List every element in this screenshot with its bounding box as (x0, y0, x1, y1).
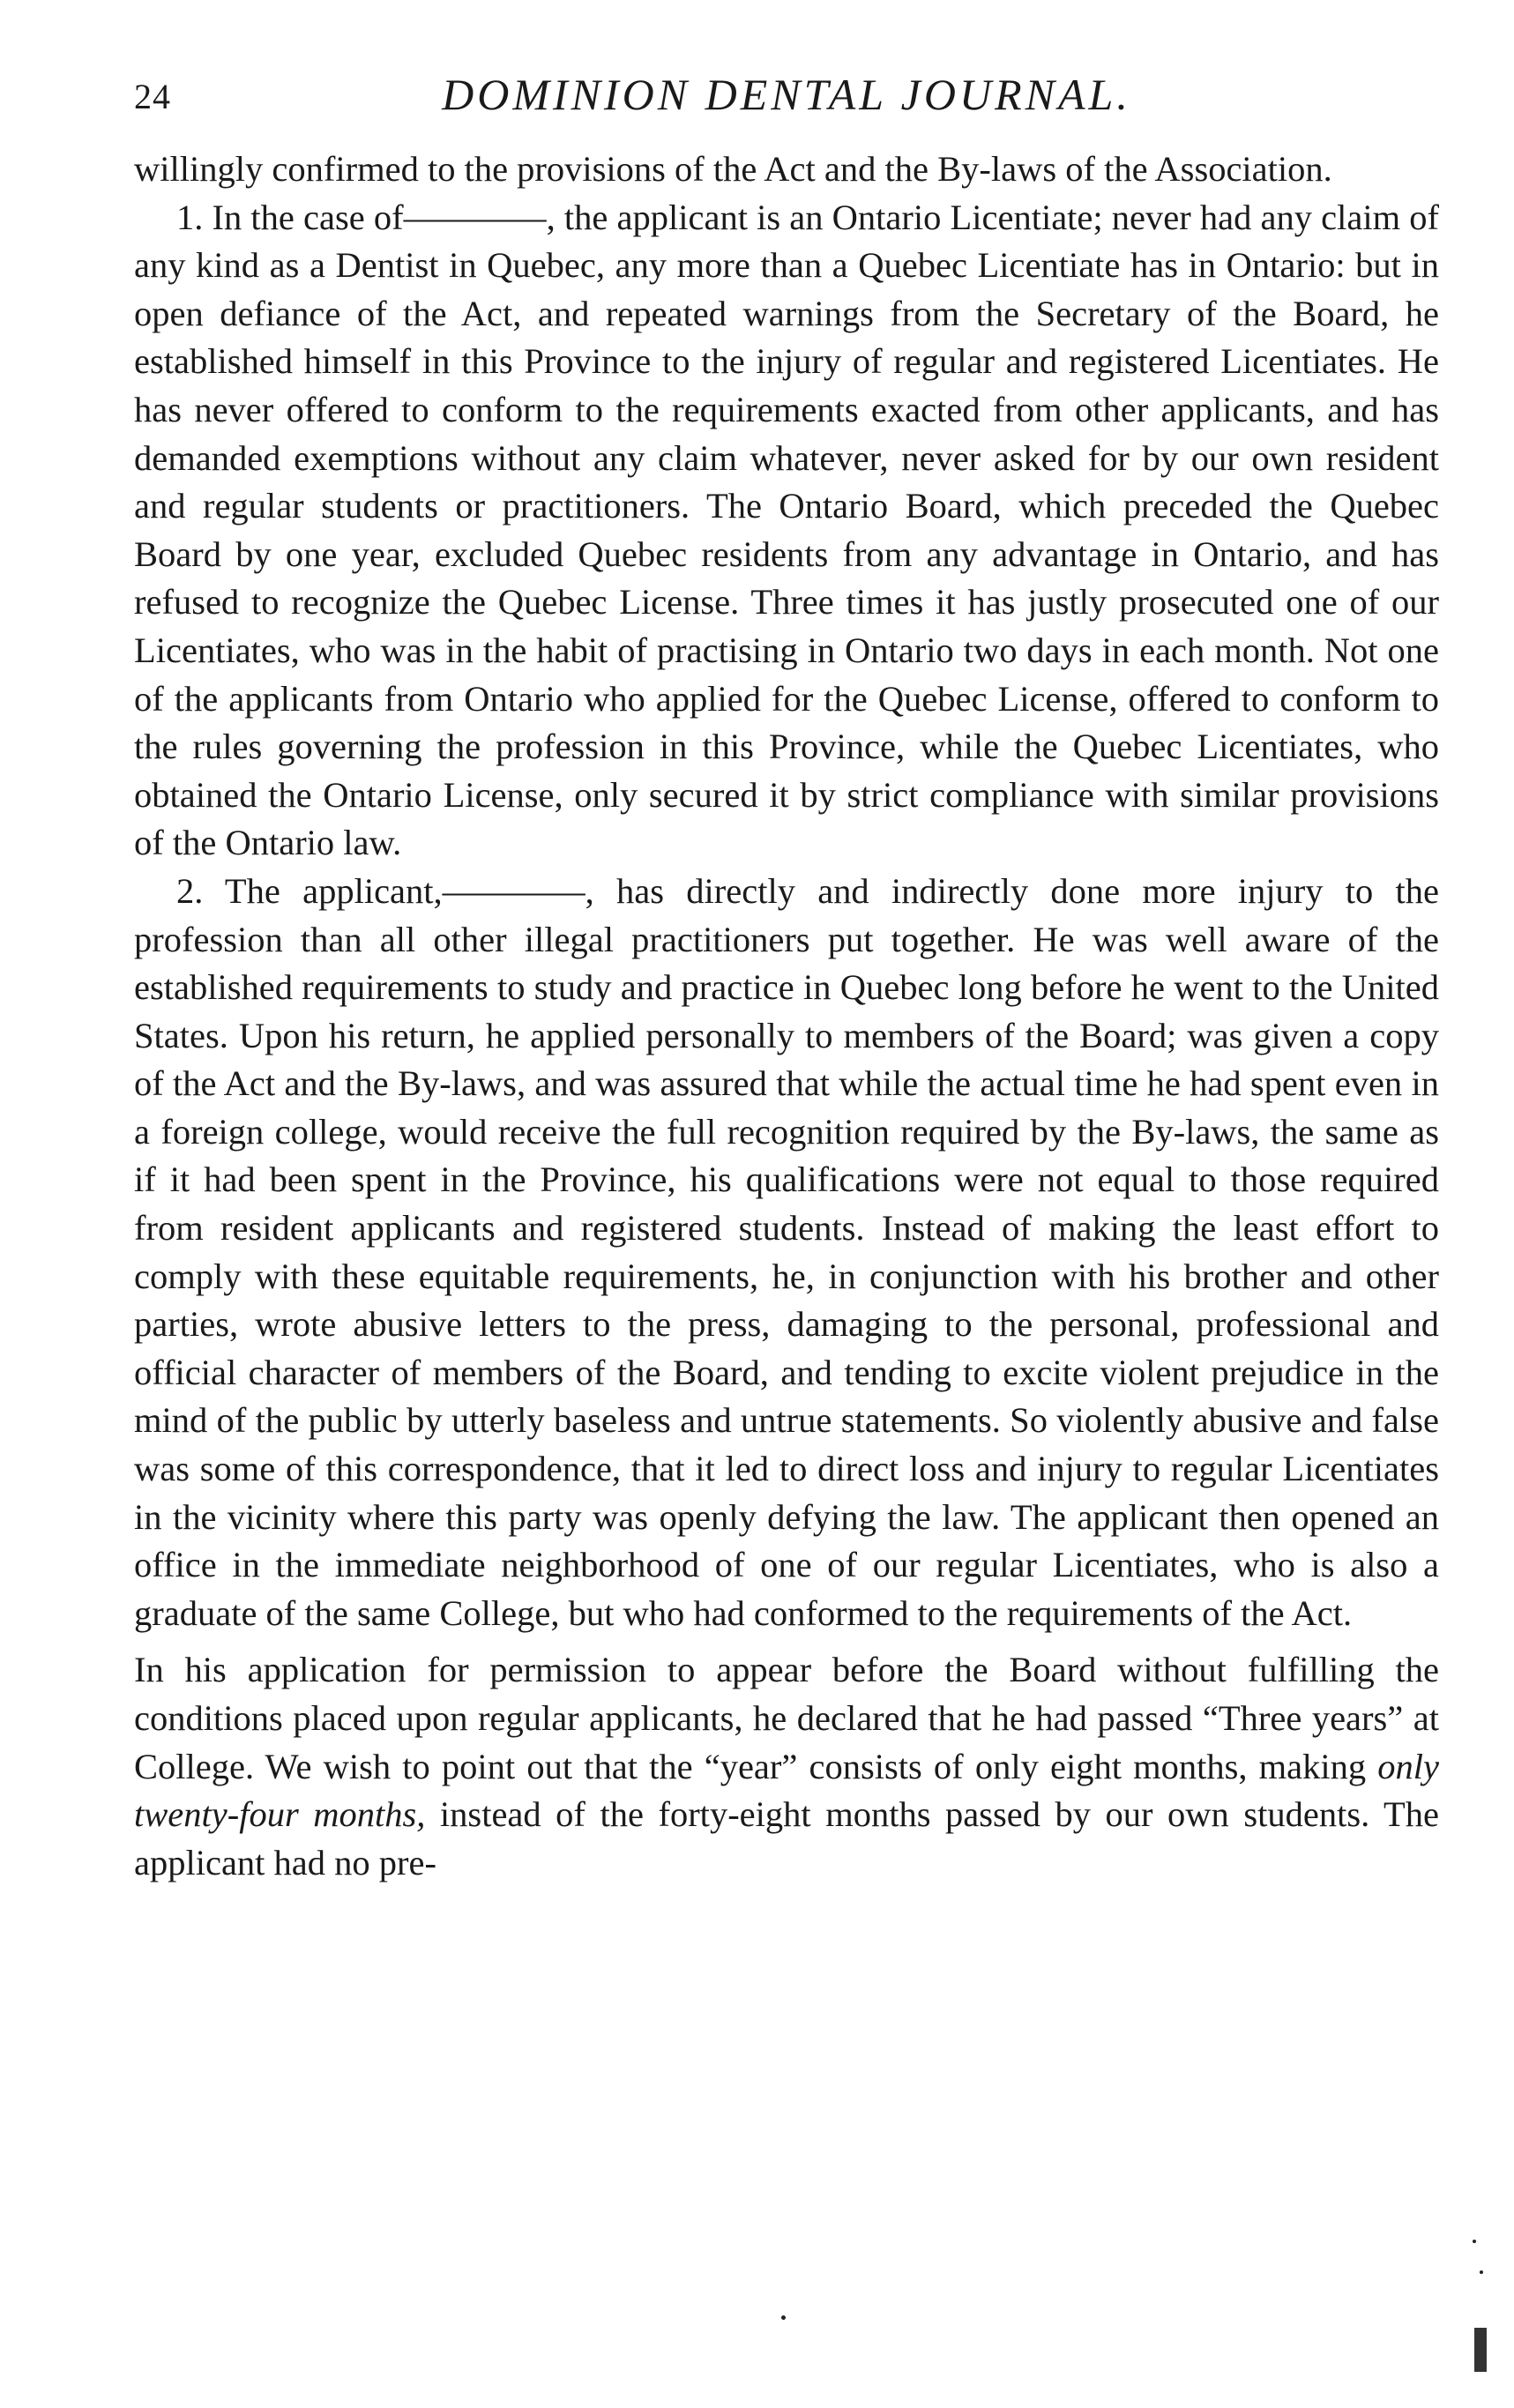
scan-speck (1480, 2270, 1483, 2274)
paragraph-case-1: 1. In the case of————, the applicant is an Ontario Licentiate; never had any claim of any kind as a Dentist in Quebec, any more than a Quebec Licentiate has in Ontario: but in open defiance of the Act, and repeated warnings from the Secretary of the Board, he established himself in this Province to the injury of regular and registered Licentiates. He has never offered to conform to the requirements exacted from other applicants, and has demanded exemptions without any claim whatever, never asked for by our own resident and regular students or practitioners. The Ontario Board, which preceded the Quebec Board by one year, excluded Quebec residents from any advantage in Ontario, and has refused to recognize the Quebec License. Three times it has justly prosecuted one of our Licentiates, who was in the habit of practising in Ontario two days in each month. Not one of the applicants from Ontario who applied for the Quebec License, offered to conform to the rules governing the profession in this Province, while the Quebec Licentiates, who obtained the Ontario License, only secured it by strict compliance with similar provisions of the Ontario law. (134, 197, 1439, 863)
scan-speck (781, 2315, 786, 2320)
running-title: DOMINION DENTAL JOURNAL. (442, 70, 1131, 119)
paragraph-continuation: willingly confirmed to the provisions of the Act and the By-laws of the Association. (134, 149, 1332, 189)
scan-speck (1473, 2240, 1476, 2243)
paragraph-application-text-1: In his application for permission to appear before the Board without fulfilling the conditions placed upon regular applicants, he declared that he had passed “Three years” at College. We wish to point out that the “year” consists of only eight months, making (134, 1650, 1439, 1786)
paragraph-case-2: 2. The applicant,————, has directly and indirectly done more injury to the profession than all other illegal practitioners put together. He was well aware of the established requirements to study and practice in Quebec long before he went to the United States. Upon his return, he applied personally to members of the Board; was given a copy of the Act and the By-laws, and was assured that while the actual time he had spent even in a foreign college, would receive the full recognition required by the By-laws, the same as if it had been spent in the Province, his qualifications were not equal to those required from resident applicants and registered students. Instead of making the least effort to comply with these equitable requirements, he, in conjunction with his brother and other parties, wrote abusive letters to the press, damaging to the personal, professional and official character of members of the Board, and tending to excite violent prejudice in the mind of the public by utterly baseless and untrue statements. So violently abusive and false was some of this correspondence, that it led to direct loss and injury to regular Licentiates in the vicinity where this party was openly defying the law. The applicant then opened an office in the immediate neighborhood of one of our regular Licentiates, who is also a graduate of the same College, but who had conformed to the requirements of the Act. (134, 870, 1439, 1633)
paragraph-application (134, 1646, 1439, 1887)
article-body (134, 145, 1439, 1887)
page-header (134, 69, 1439, 122)
scan-edge-mark (1474, 2328, 1487, 2372)
page-number: 24 (134, 77, 171, 116)
emphasis-twenty-four-months: only twenty-four months, (134, 1746, 1439, 1835)
paragraph-application-text-2: instead of the forty-eight months passed by our own students. The applicant had no pre- (134, 1794, 1439, 1882)
